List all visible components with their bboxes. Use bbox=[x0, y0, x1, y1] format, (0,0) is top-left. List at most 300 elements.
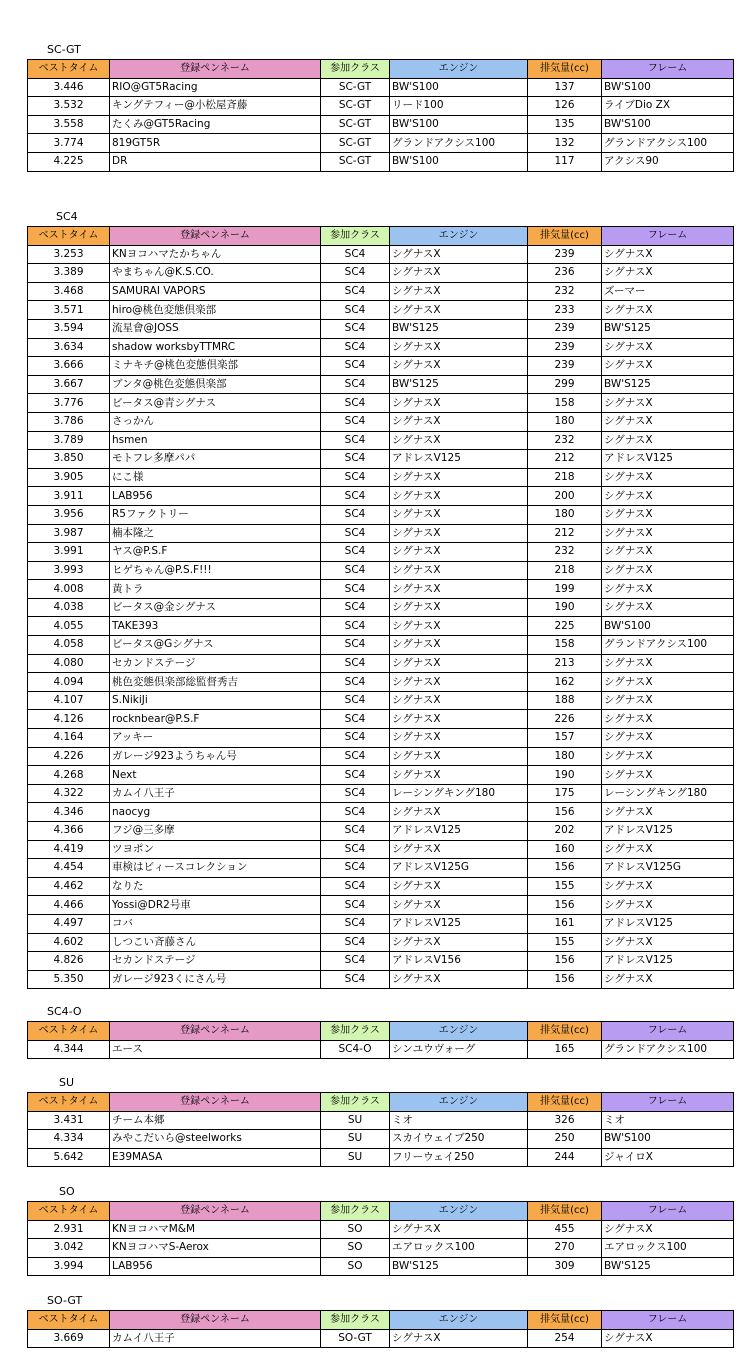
cell-frame: シグナスX bbox=[602, 357, 734, 376]
cell-frame: シグナスX bbox=[602, 524, 734, 543]
cell-engine: シグナスX bbox=[390, 524, 528, 543]
header-best-time: ベストタイム bbox=[28, 227, 110, 246]
cell-frame: シグナスX bbox=[602, 580, 734, 599]
cell-pen-name: 黄トラ bbox=[110, 580, 321, 599]
table-row bbox=[28, 115, 734, 134]
cell-frame: ズーマー bbox=[602, 282, 734, 301]
cell-frame: シグナスX bbox=[602, 747, 734, 766]
cell-pen-name: コバ bbox=[110, 914, 321, 933]
cell-race-class: SC-GT bbox=[321, 78, 390, 97]
cell-race-class: SC4 bbox=[321, 970, 390, 989]
cell-displacement: 218 bbox=[528, 561, 602, 580]
cell-displacement: 213 bbox=[528, 654, 602, 673]
cell-pen-name: KNヨコハマたかちゃん bbox=[110, 245, 321, 264]
cell-race-class: SC4 bbox=[321, 412, 390, 431]
cell-pen-name: DR bbox=[110, 152, 321, 171]
header-pen-name: 登録ペンネーム bbox=[110, 1202, 321, 1221]
cell-race-class: SC4 bbox=[321, 896, 390, 915]
cell-engine: シグナスX bbox=[390, 412, 528, 431]
cell-race-class: SC4 bbox=[321, 505, 390, 524]
cell-race-class: SC4 bbox=[321, 654, 390, 673]
table-row bbox=[28, 78, 734, 97]
table-row bbox=[28, 301, 734, 320]
cell-race-class: SC4 bbox=[321, 747, 390, 766]
section-title: SC4-O bbox=[47, 1005, 82, 1018]
header-best-time: ベストタイム bbox=[28, 1202, 110, 1221]
cell-race-class: SC4 bbox=[321, 264, 390, 283]
header-displacement: 排気量(cc) bbox=[528, 227, 602, 246]
cell-pen-name: しつこい斉藤さん bbox=[110, 933, 321, 952]
table-row bbox=[28, 1148, 734, 1167]
cell-best-time: 4.366 bbox=[28, 822, 110, 841]
cell-pen-name: Yossi@DR2号車 bbox=[110, 896, 321, 915]
cell-engine: BW'S100 bbox=[390, 152, 528, 171]
table-row bbox=[28, 1130, 734, 1149]
table-header-row bbox=[28, 227, 734, 246]
cell-best-time: 3.431 bbox=[28, 1111, 110, 1130]
cell-engine: シグナスX bbox=[390, 487, 528, 506]
header-engine: エンジン bbox=[390, 1093, 528, 1112]
header-best-time: ベストタイム bbox=[28, 1311, 110, 1330]
table-header-row bbox=[28, 1202, 734, 1221]
cell-engine: シグナスX bbox=[390, 729, 528, 748]
cell-frame: シグナスX bbox=[602, 933, 734, 952]
cell-frame: アドレスV125G bbox=[602, 859, 734, 878]
header-frame: フレーム bbox=[602, 227, 734, 246]
cell-best-time: 3.571 bbox=[28, 301, 110, 320]
cell-best-time: 3.253 bbox=[28, 245, 110, 264]
cell-engine: シグナスX bbox=[390, 877, 528, 896]
cell-displacement: 212 bbox=[528, 450, 602, 469]
table-row bbox=[28, 914, 734, 933]
cell-displacement: 156 bbox=[528, 859, 602, 878]
cell-frame: シグナスX bbox=[602, 431, 734, 450]
cell-best-time: 3.786 bbox=[28, 412, 110, 431]
cell-displacement: 180 bbox=[528, 747, 602, 766]
cell-frame: シグナスX bbox=[602, 1220, 734, 1239]
table-row bbox=[28, 673, 734, 692]
results-table bbox=[27, 226, 734, 989]
cell-race-class: SC4 bbox=[321, 319, 390, 338]
cell-race-class: SC4 bbox=[321, 710, 390, 729]
cell-race-class: SC4 bbox=[321, 914, 390, 933]
cell-best-time: 4.094 bbox=[28, 673, 110, 692]
cell-pen-name: hiro@桃色変態倶楽部 bbox=[110, 301, 321, 320]
cell-race-class: SC4 bbox=[321, 729, 390, 748]
table-row bbox=[28, 152, 734, 171]
cell-frame: グランドアクシス100 bbox=[602, 134, 734, 153]
cell-frame: シグナスX bbox=[602, 561, 734, 580]
cell-frame: シグナスX bbox=[602, 673, 734, 692]
cell-frame: BW'S125 bbox=[602, 1257, 734, 1276]
cell-best-time: 3.532 bbox=[28, 97, 110, 116]
cell-race-class: SC4 bbox=[321, 357, 390, 376]
cell-displacement: 232 bbox=[528, 431, 602, 450]
cell-engine: シグナスX bbox=[390, 617, 528, 636]
cell-best-time: 3.468 bbox=[28, 282, 110, 301]
cell-displacement: 239 bbox=[528, 357, 602, 376]
cell-displacement: 175 bbox=[528, 784, 602, 803]
cell-engine: レーシングキング180 bbox=[390, 784, 528, 803]
cell-displacement: 218 bbox=[528, 468, 602, 487]
cell-engine: シグナスX bbox=[390, 245, 528, 264]
cell-frame: BW'S125 bbox=[602, 319, 734, 338]
results-table bbox=[27, 1021, 734, 1059]
cell-race-class: SC4 bbox=[321, 245, 390, 264]
cell-displacement: 165 bbox=[528, 1040, 602, 1059]
cell-engine: シグナスX bbox=[390, 543, 528, 562]
cell-engine: シグナスX bbox=[390, 691, 528, 710]
table-row bbox=[28, 877, 734, 896]
header-displacement: 排気量(cc) bbox=[528, 1202, 602, 1221]
cell-race-class: SC4 bbox=[321, 617, 390, 636]
cell-race-class: SC-GT bbox=[321, 97, 390, 116]
cell-engine: アドレスV156 bbox=[390, 952, 528, 971]
table-row bbox=[28, 822, 734, 841]
header-pen-name: 登録ペンネーム bbox=[110, 1311, 321, 1330]
cell-displacement: 158 bbox=[528, 394, 602, 413]
cell-pen-name: E39MASA bbox=[110, 1148, 321, 1167]
cell-engine: シグナスX bbox=[390, 840, 528, 859]
cell-pen-name: にこ様 bbox=[110, 468, 321, 487]
cell-pen-name: ガレージ923くにさん号 bbox=[110, 970, 321, 989]
cell-frame: シグナスX bbox=[602, 896, 734, 915]
cell-pen-name: ビータス@青シグナス bbox=[110, 394, 321, 413]
cell-best-time: 4.038 bbox=[28, 598, 110, 617]
cell-frame: BW'S100 bbox=[602, 1130, 734, 1149]
cell-pen-name: フジ@三多摩 bbox=[110, 822, 321, 841]
cell-frame: BW'S125 bbox=[602, 375, 734, 394]
cell-pen-name: 819GT5R bbox=[110, 134, 321, 153]
header-displacement: 排気量(cc) bbox=[528, 1311, 602, 1330]
table-row bbox=[28, 747, 734, 766]
cell-race-class: SC4 bbox=[321, 933, 390, 952]
cell-race-class: SC4 bbox=[321, 598, 390, 617]
cell-frame: シグナスX bbox=[602, 487, 734, 506]
cell-frame: ジャイロX bbox=[602, 1148, 734, 1167]
cell-engine: BW'S125 bbox=[390, 1257, 528, 1276]
header-frame: フレーム bbox=[602, 1202, 734, 1221]
cell-engine: シグナスX bbox=[390, 933, 528, 952]
cell-engine: BW'S100 bbox=[390, 115, 528, 134]
cell-displacement: 161 bbox=[528, 914, 602, 933]
cell-race-class: SO-GT bbox=[321, 1329, 390, 1348]
table-row bbox=[28, 543, 734, 562]
cell-displacement: 233 bbox=[528, 301, 602, 320]
cell-displacement: 132 bbox=[528, 134, 602, 153]
cell-displacement: 244 bbox=[528, 1148, 602, 1167]
cell-engine: BW'S100 bbox=[390, 78, 528, 97]
cell-frame: ライブDio ZX bbox=[602, 97, 734, 116]
cell-best-time: 4.346 bbox=[28, 803, 110, 822]
cell-engine: シグナスX bbox=[390, 468, 528, 487]
cell-pen-name: セカンドステージ bbox=[110, 952, 321, 971]
cell-engine: シグナスX bbox=[390, 264, 528, 283]
cell-frame: シグナスX bbox=[602, 412, 734, 431]
cell-race-class: SC4 bbox=[321, 840, 390, 859]
cell-pen-name: 桃色変態倶楽部総監督秀吉 bbox=[110, 673, 321, 692]
cell-race-class: SU bbox=[321, 1111, 390, 1130]
cell-frame: ミオ bbox=[602, 1111, 734, 1130]
cell-race-class: SC4 bbox=[321, 431, 390, 450]
cell-best-time: 3.594 bbox=[28, 319, 110, 338]
table-row bbox=[28, 282, 734, 301]
cell-pen-name: shadow worksbyTTMRC bbox=[110, 338, 321, 357]
table-row bbox=[28, 97, 734, 116]
cell-pen-name: ヒゲちゃん@P.S.F!!! bbox=[110, 561, 321, 580]
cell-pen-name: naocyg bbox=[110, 803, 321, 822]
cell-best-time: 3.789 bbox=[28, 431, 110, 450]
cell-engine: シグナスX bbox=[390, 970, 528, 989]
cell-best-time: 4.080 bbox=[28, 654, 110, 673]
cell-race-class: SC4 bbox=[321, 282, 390, 301]
cell-displacement: 239 bbox=[528, 319, 602, 338]
cell-displacement: 239 bbox=[528, 338, 602, 357]
cell-race-class: SC4 bbox=[321, 301, 390, 320]
table-row bbox=[28, 375, 734, 394]
cell-engine: グランドアクシス100 bbox=[390, 134, 528, 153]
cell-best-time: 3.774 bbox=[28, 134, 110, 153]
cell-pen-name: ガレージ923ようちゃん号 bbox=[110, 747, 321, 766]
cell-frame: シグナスX bbox=[602, 245, 734, 264]
cell-frame: シグナスX bbox=[602, 394, 734, 413]
table-row bbox=[28, 338, 734, 357]
cell-best-time: 4.008 bbox=[28, 580, 110, 599]
header-pen-name: 登録ペンネーム bbox=[110, 1093, 321, 1112]
cell-frame: アドレスV125 bbox=[602, 914, 734, 933]
table-row bbox=[28, 561, 734, 580]
cell-engine: シグナスX bbox=[390, 282, 528, 301]
cell-frame: シグナスX bbox=[602, 598, 734, 617]
cell-pen-name: カムイ八王子 bbox=[110, 1329, 321, 1348]
cell-frame: シグナスX bbox=[602, 301, 734, 320]
cell-best-time: 3.987 bbox=[28, 524, 110, 543]
results-table bbox=[27, 1310, 734, 1348]
cell-frame: シグナスX bbox=[602, 729, 734, 748]
cell-engine: リード100 bbox=[390, 97, 528, 116]
cell-pen-name: 楠本隆之 bbox=[110, 524, 321, 543]
cell-displacement: 270 bbox=[528, 1239, 602, 1258]
cell-displacement: 155 bbox=[528, 877, 602, 896]
cell-pen-name: さっかん bbox=[110, 412, 321, 431]
cell-displacement: 225 bbox=[528, 617, 602, 636]
cell-best-time: 3.042 bbox=[28, 1239, 110, 1258]
table-row bbox=[28, 450, 734, 469]
cell-best-time: 3.669 bbox=[28, 1329, 110, 1348]
cell-best-time: 4.322 bbox=[28, 784, 110, 803]
cell-pen-name: TAKE393 bbox=[110, 617, 321, 636]
cell-best-time: 4.454 bbox=[28, 859, 110, 878]
cell-engine: ミオ bbox=[390, 1111, 528, 1130]
cell-pen-name: やまちゃん@K.S.CO. bbox=[110, 264, 321, 283]
table-row bbox=[28, 896, 734, 915]
cell-frame: BW'S100 bbox=[602, 617, 734, 636]
table-row bbox=[28, 524, 734, 543]
results-table bbox=[27, 1201, 734, 1276]
cell-engine: BW'S125 bbox=[390, 375, 528, 394]
cell-best-time: 3.956 bbox=[28, 505, 110, 524]
cell-race-class: SO bbox=[321, 1220, 390, 1239]
cell-engine: アドレスV125 bbox=[390, 450, 528, 469]
header-best-time: ベストタイム bbox=[28, 1093, 110, 1112]
cell-best-time: 4.462 bbox=[28, 877, 110, 896]
table-row bbox=[28, 617, 734, 636]
cell-race-class: SC4 bbox=[321, 580, 390, 599]
cell-displacement: 254 bbox=[528, 1329, 602, 1348]
cell-pen-name: hsmen bbox=[110, 431, 321, 450]
cell-displacement: 239 bbox=[528, 245, 602, 264]
cell-race-class: SC-GT bbox=[321, 115, 390, 134]
cell-displacement: 158 bbox=[528, 636, 602, 655]
cell-frame: シグナスX bbox=[602, 264, 734, 283]
cell-best-time: 4.497 bbox=[28, 914, 110, 933]
table-row bbox=[28, 468, 734, 487]
cell-engine: シグナスX bbox=[390, 580, 528, 599]
header-engine: エンジン bbox=[390, 1311, 528, 1330]
cell-race-class: SC-GT bbox=[321, 134, 390, 153]
cell-engine: シグナスX bbox=[390, 338, 528, 357]
cell-engine: シグナスX bbox=[390, 803, 528, 822]
cell-engine: シグナスX bbox=[390, 357, 528, 376]
cell-best-time: 3.911 bbox=[28, 487, 110, 506]
cell-race-class: SC4 bbox=[321, 766, 390, 785]
cell-displacement: 117 bbox=[528, 152, 602, 171]
cell-best-time: 4.334 bbox=[28, 1130, 110, 1149]
cell-race-class: SC4-O bbox=[321, 1040, 390, 1059]
cell-frame: グランドアクシス100 bbox=[602, 636, 734, 655]
cell-pen-name: ツヨポン bbox=[110, 840, 321, 859]
cell-displacement: 226 bbox=[528, 710, 602, 729]
table-row bbox=[28, 784, 734, 803]
section-title: SC4 bbox=[56, 210, 78, 223]
header-race-class: 参加クラス bbox=[321, 1093, 390, 1112]
cell-race-class: SC4 bbox=[321, 803, 390, 822]
cell-pen-name: たくみ@GT5Racing bbox=[110, 115, 321, 134]
table-row bbox=[28, 1040, 734, 1059]
cell-frame: シグナスX bbox=[602, 840, 734, 859]
cell-pen-name: モトフレ多摩パパ bbox=[110, 450, 321, 469]
cell-best-time: 5.350 bbox=[28, 970, 110, 989]
cell-engine: フリーウェイ250 bbox=[390, 1148, 528, 1167]
cell-engine: シグナスX bbox=[390, 673, 528, 692]
header-engine: エンジン bbox=[390, 1022, 528, 1041]
cell-displacement: 162 bbox=[528, 673, 602, 692]
cell-pen-name: 流星會@JOSS bbox=[110, 319, 321, 338]
cell-best-time: 4.602 bbox=[28, 933, 110, 952]
cell-displacement: 156 bbox=[528, 970, 602, 989]
cell-displacement: 157 bbox=[528, 729, 602, 748]
cell-pen-name: ビータス@金シグナス bbox=[110, 598, 321, 617]
cell-race-class: SC4 bbox=[321, 691, 390, 710]
table-row bbox=[28, 952, 734, 971]
cell-race-class: SC4 bbox=[321, 859, 390, 878]
cell-frame: シグナスX bbox=[602, 710, 734, 729]
table-row bbox=[28, 580, 734, 599]
header-race-class: 参加クラス bbox=[321, 1202, 390, 1221]
cell-displacement: 156 bbox=[528, 896, 602, 915]
cell-frame: シグナスX bbox=[602, 654, 734, 673]
cell-displacement: 250 bbox=[528, 1130, 602, 1149]
cell-pen-name: エース bbox=[110, 1040, 321, 1059]
results-table bbox=[27, 1092, 734, 1167]
cell-best-time: 3.667 bbox=[28, 375, 110, 394]
cell-displacement: 180 bbox=[528, 412, 602, 431]
table-row bbox=[28, 710, 734, 729]
cell-engine: BW'S125 bbox=[390, 319, 528, 338]
cell-displacement: 160 bbox=[528, 840, 602, 859]
section-title: SO bbox=[59, 1185, 75, 1198]
table-header-row bbox=[28, 60, 734, 79]
cell-frame: シグナスX bbox=[602, 1329, 734, 1348]
cell-best-time: 2.931 bbox=[28, 1220, 110, 1239]
header-displacement: 排気量(cc) bbox=[528, 60, 602, 79]
cell-best-time: 3.991 bbox=[28, 543, 110, 562]
table-row bbox=[28, 970, 734, 989]
cell-best-time: 3.389 bbox=[28, 264, 110, 283]
table-row bbox=[28, 803, 734, 822]
cell-engine: シグナスX bbox=[390, 1329, 528, 1348]
cell-engine: シグナスX bbox=[390, 561, 528, 580]
cell-frame: エアロックス100 bbox=[602, 1239, 734, 1258]
cell-pen-name: ビータス@Gシグナス bbox=[110, 636, 321, 655]
cell-pen-name: カムイ八王子 bbox=[110, 784, 321, 803]
cell-displacement: 156 bbox=[528, 803, 602, 822]
table-row bbox=[28, 1111, 734, 1130]
table-row bbox=[28, 264, 734, 283]
cell-best-time: 4.826 bbox=[28, 952, 110, 971]
cell-race-class: SC4 bbox=[321, 877, 390, 896]
table-row bbox=[28, 357, 734, 376]
cell-engine: スカイウェイブ250 bbox=[390, 1130, 528, 1149]
cell-race-class: SO bbox=[321, 1239, 390, 1258]
cell-displacement: 326 bbox=[528, 1111, 602, 1130]
cell-pen-name: KNヨコハマS-Aerox bbox=[110, 1239, 321, 1258]
cell-pen-name: ミナキチ@桃色変態倶楽部 bbox=[110, 357, 321, 376]
cell-pen-name: RIO@GT5Racing bbox=[110, 78, 321, 97]
cell-race-class: SC4 bbox=[321, 394, 390, 413]
cell-best-time: 4.126 bbox=[28, 710, 110, 729]
cell-displacement: 455 bbox=[528, 1220, 602, 1239]
cell-race-class: SC4 bbox=[321, 468, 390, 487]
cell-frame: シグナスX bbox=[602, 543, 734, 562]
cell-best-time: 3.993 bbox=[28, 561, 110, 580]
cell-frame: アドレスV125 bbox=[602, 952, 734, 971]
table-row bbox=[28, 412, 734, 431]
cell-best-time: 4.058 bbox=[28, 636, 110, 655]
cell-pen-name: KNヨコハマM&M bbox=[110, 1220, 321, 1239]
cell-race-class: SC4 bbox=[321, 673, 390, 692]
table-header-row bbox=[28, 1022, 734, 1041]
cell-best-time: 3.994 bbox=[28, 1257, 110, 1276]
cell-best-time: 5.642 bbox=[28, 1148, 110, 1167]
table-row bbox=[28, 1257, 734, 1276]
cell-displacement: 309 bbox=[528, 1257, 602, 1276]
cell-pen-name: R5ファクトリー bbox=[110, 505, 321, 524]
cell-race-class: SC4 bbox=[321, 543, 390, 562]
table-row bbox=[28, 691, 734, 710]
table-row bbox=[28, 766, 734, 785]
cell-engine: シグナスX bbox=[390, 505, 528, 524]
cell-displacement: 232 bbox=[528, 282, 602, 301]
cell-pen-name: チーム本郷 bbox=[110, 1111, 321, 1130]
cell-engine: シグナスX bbox=[390, 394, 528, 413]
table-row bbox=[28, 859, 734, 878]
cell-pen-name: ヤス@P.S.F bbox=[110, 543, 321, 562]
header-frame: フレーム bbox=[602, 60, 734, 79]
cell-pen-name: S.NikiJi bbox=[110, 691, 321, 710]
header-engine: エンジン bbox=[390, 227, 528, 246]
cell-frame: シグナスX bbox=[602, 691, 734, 710]
